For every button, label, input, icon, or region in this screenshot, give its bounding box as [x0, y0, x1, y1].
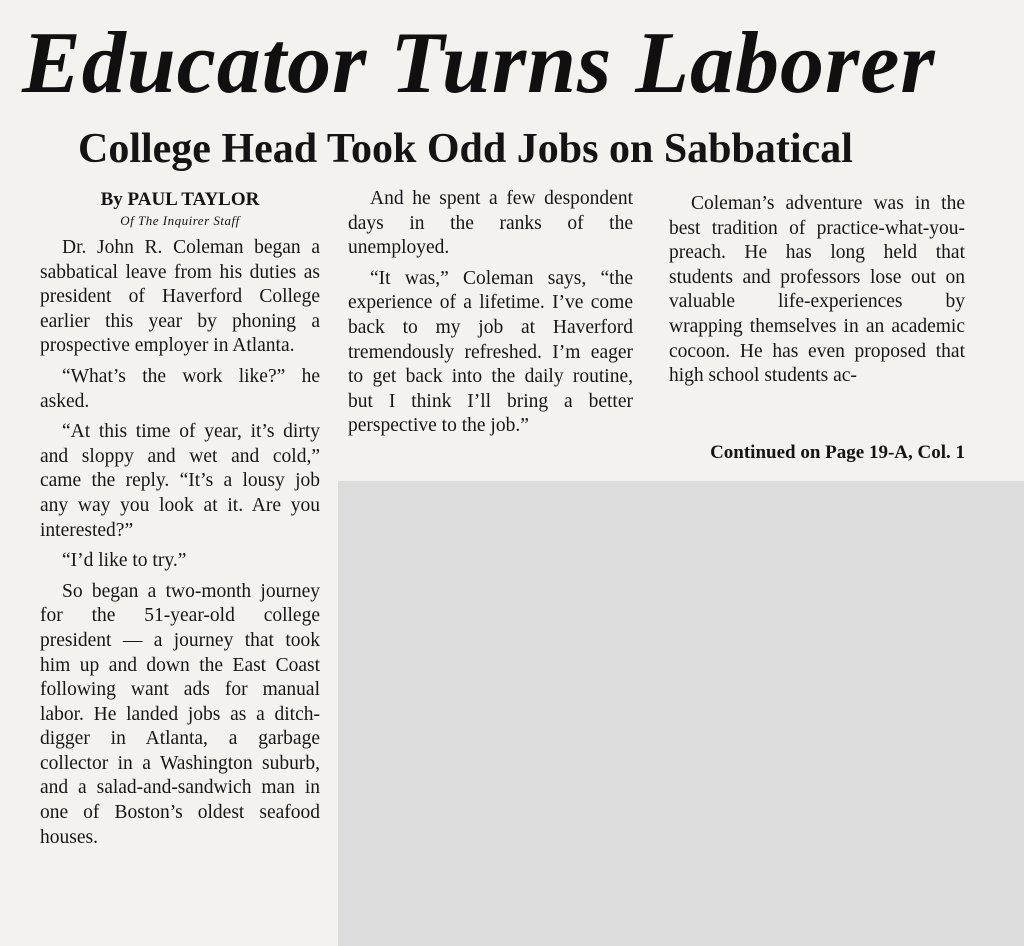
paragraph: “I’d like to try.”: [62, 550, 187, 572]
continued-line: Continued on Page 19-A, Col. 1: [710, 442, 965, 463]
paragraph: “What’s the work like?” he asked.: [40, 365, 320, 412]
article-column-1: [40, 236, 320, 856]
paragraph: “At this time of year, it’s dirty and sloppy and wet and cold,” came the reply. “It’s a lousy job any way you look at it. Are you interested?”: [40, 421, 320, 541]
byline: By PAUL TAYLOR: [100, 189, 260, 210]
paragraph: “It was,” Coleman says, “the experience of a lifetime. I’ve come back to my job at Haverford tremendously refreshed. I’m eager to get back into the daily routine, but I think I’ll bring a better perspective to the job.”: [348, 267, 633, 437]
headline: Educator Turns Laborer: [22, 15, 936, 112]
paragraph: So began a two-month journey for the 51-year-old college president — a journey that took him up and down the East Coast following want ads for manual labor. He landed jobs as a ditch-digger in Atlanta, a garbage collector in a Washington suburb, and a salad-and-sandwich man in one of Boston’s oldest seafood houses.: [40, 580, 320, 848]
paragraph: And he spent a few despondent days in the ranks of the unemployed.: [348, 188, 633, 259]
article-column-3: [669, 192, 965, 395]
subheadline: College Head Took Odd Jobs on Sabbatical: [78, 126, 853, 172]
paragraph: Dr. John R. Coleman began a sabbatical leave from his duties as president of Haverford College earlier this year by phoning a prospective employer in Atlanta.: [40, 237, 320, 357]
byline-affiliation: Of The Inquirer Staff: [120, 213, 240, 228]
paragraph: Coleman’s adventure was in the best tradition of practice-what-you-preach. He has long held that students and professors lose out on valuable life-experiences by wrapping themselves in an academic cocoon. He has even proposed that high school students ac-: [669, 193, 965, 387]
article-column-2: [348, 187, 633, 445]
